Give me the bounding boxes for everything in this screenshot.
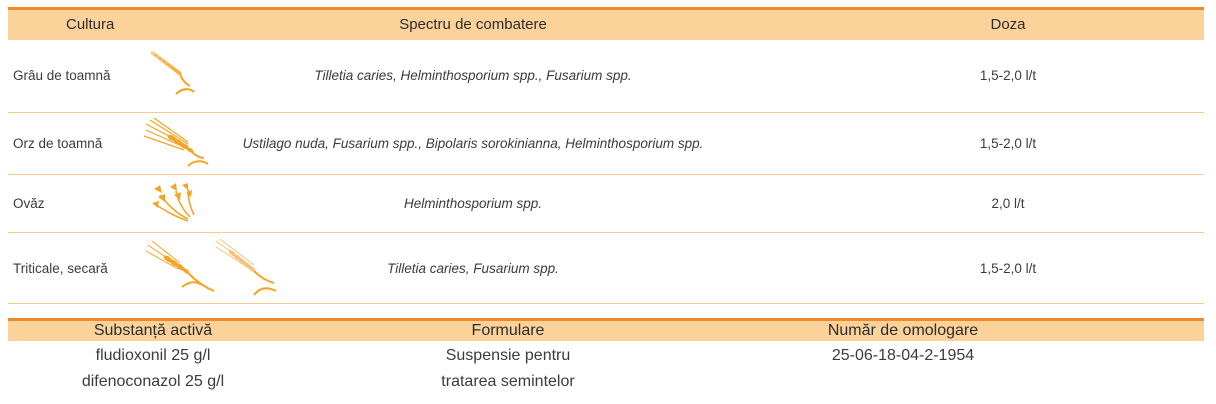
crop-name: Triticale, secară [13,261,108,276]
header-spectrum: Spectru de combatere [399,16,547,33]
dose-value: 1,5-2,0 l/t [979,261,1037,276]
header-crop: Cultura [66,16,115,33]
table-row [8,40,1204,113]
header-active-substance: Substanță activă [93,322,213,339]
table1-header [8,10,1204,40]
dose-value: 1,5-2,0 l/t [979,68,1037,83]
disease-spectrum: Helminthosporium spp. [403,196,543,211]
formulation-line: tratarea semintelor [441,373,575,390]
disease-spectrum: Tilletia caries, Helminthosporium spp., Fusarium spp. [314,68,632,83]
table-row [8,233,1204,304]
table-row [8,175,1204,233]
header-dose: Doza [990,16,1026,33]
dose-value: 2,0 l/t [991,196,1025,211]
active-substance-line: difenoconazol 25 g/l [81,373,225,390]
registration-number: 25-06-18-04-2-1954 [831,347,975,364]
active-substance-line: fludioxonil 25 g/l [95,347,211,364]
formulation-line: Suspensie pentru [445,347,571,364]
disease-spectrum: Tilletia caries, Fusarium spp. [387,261,559,276]
crop-name: Orz de toamnă [13,136,103,151]
header-formulation: Formulare [471,322,545,339]
crop-name: Grâu de toamnă [13,68,111,83]
table-row [8,113,1204,175]
header-registration-number: Număr de omologare [827,322,979,339]
table2-header [8,321,1204,341]
disease-spectrum: Ustilago nuda, Fusarium spp., Bipolaris sorokinianna, Helminthosporium spp. [242,136,704,151]
dose-value: 1,5-2,0 l/t [979,136,1037,151]
crop-name: Ovăz [13,196,45,211]
